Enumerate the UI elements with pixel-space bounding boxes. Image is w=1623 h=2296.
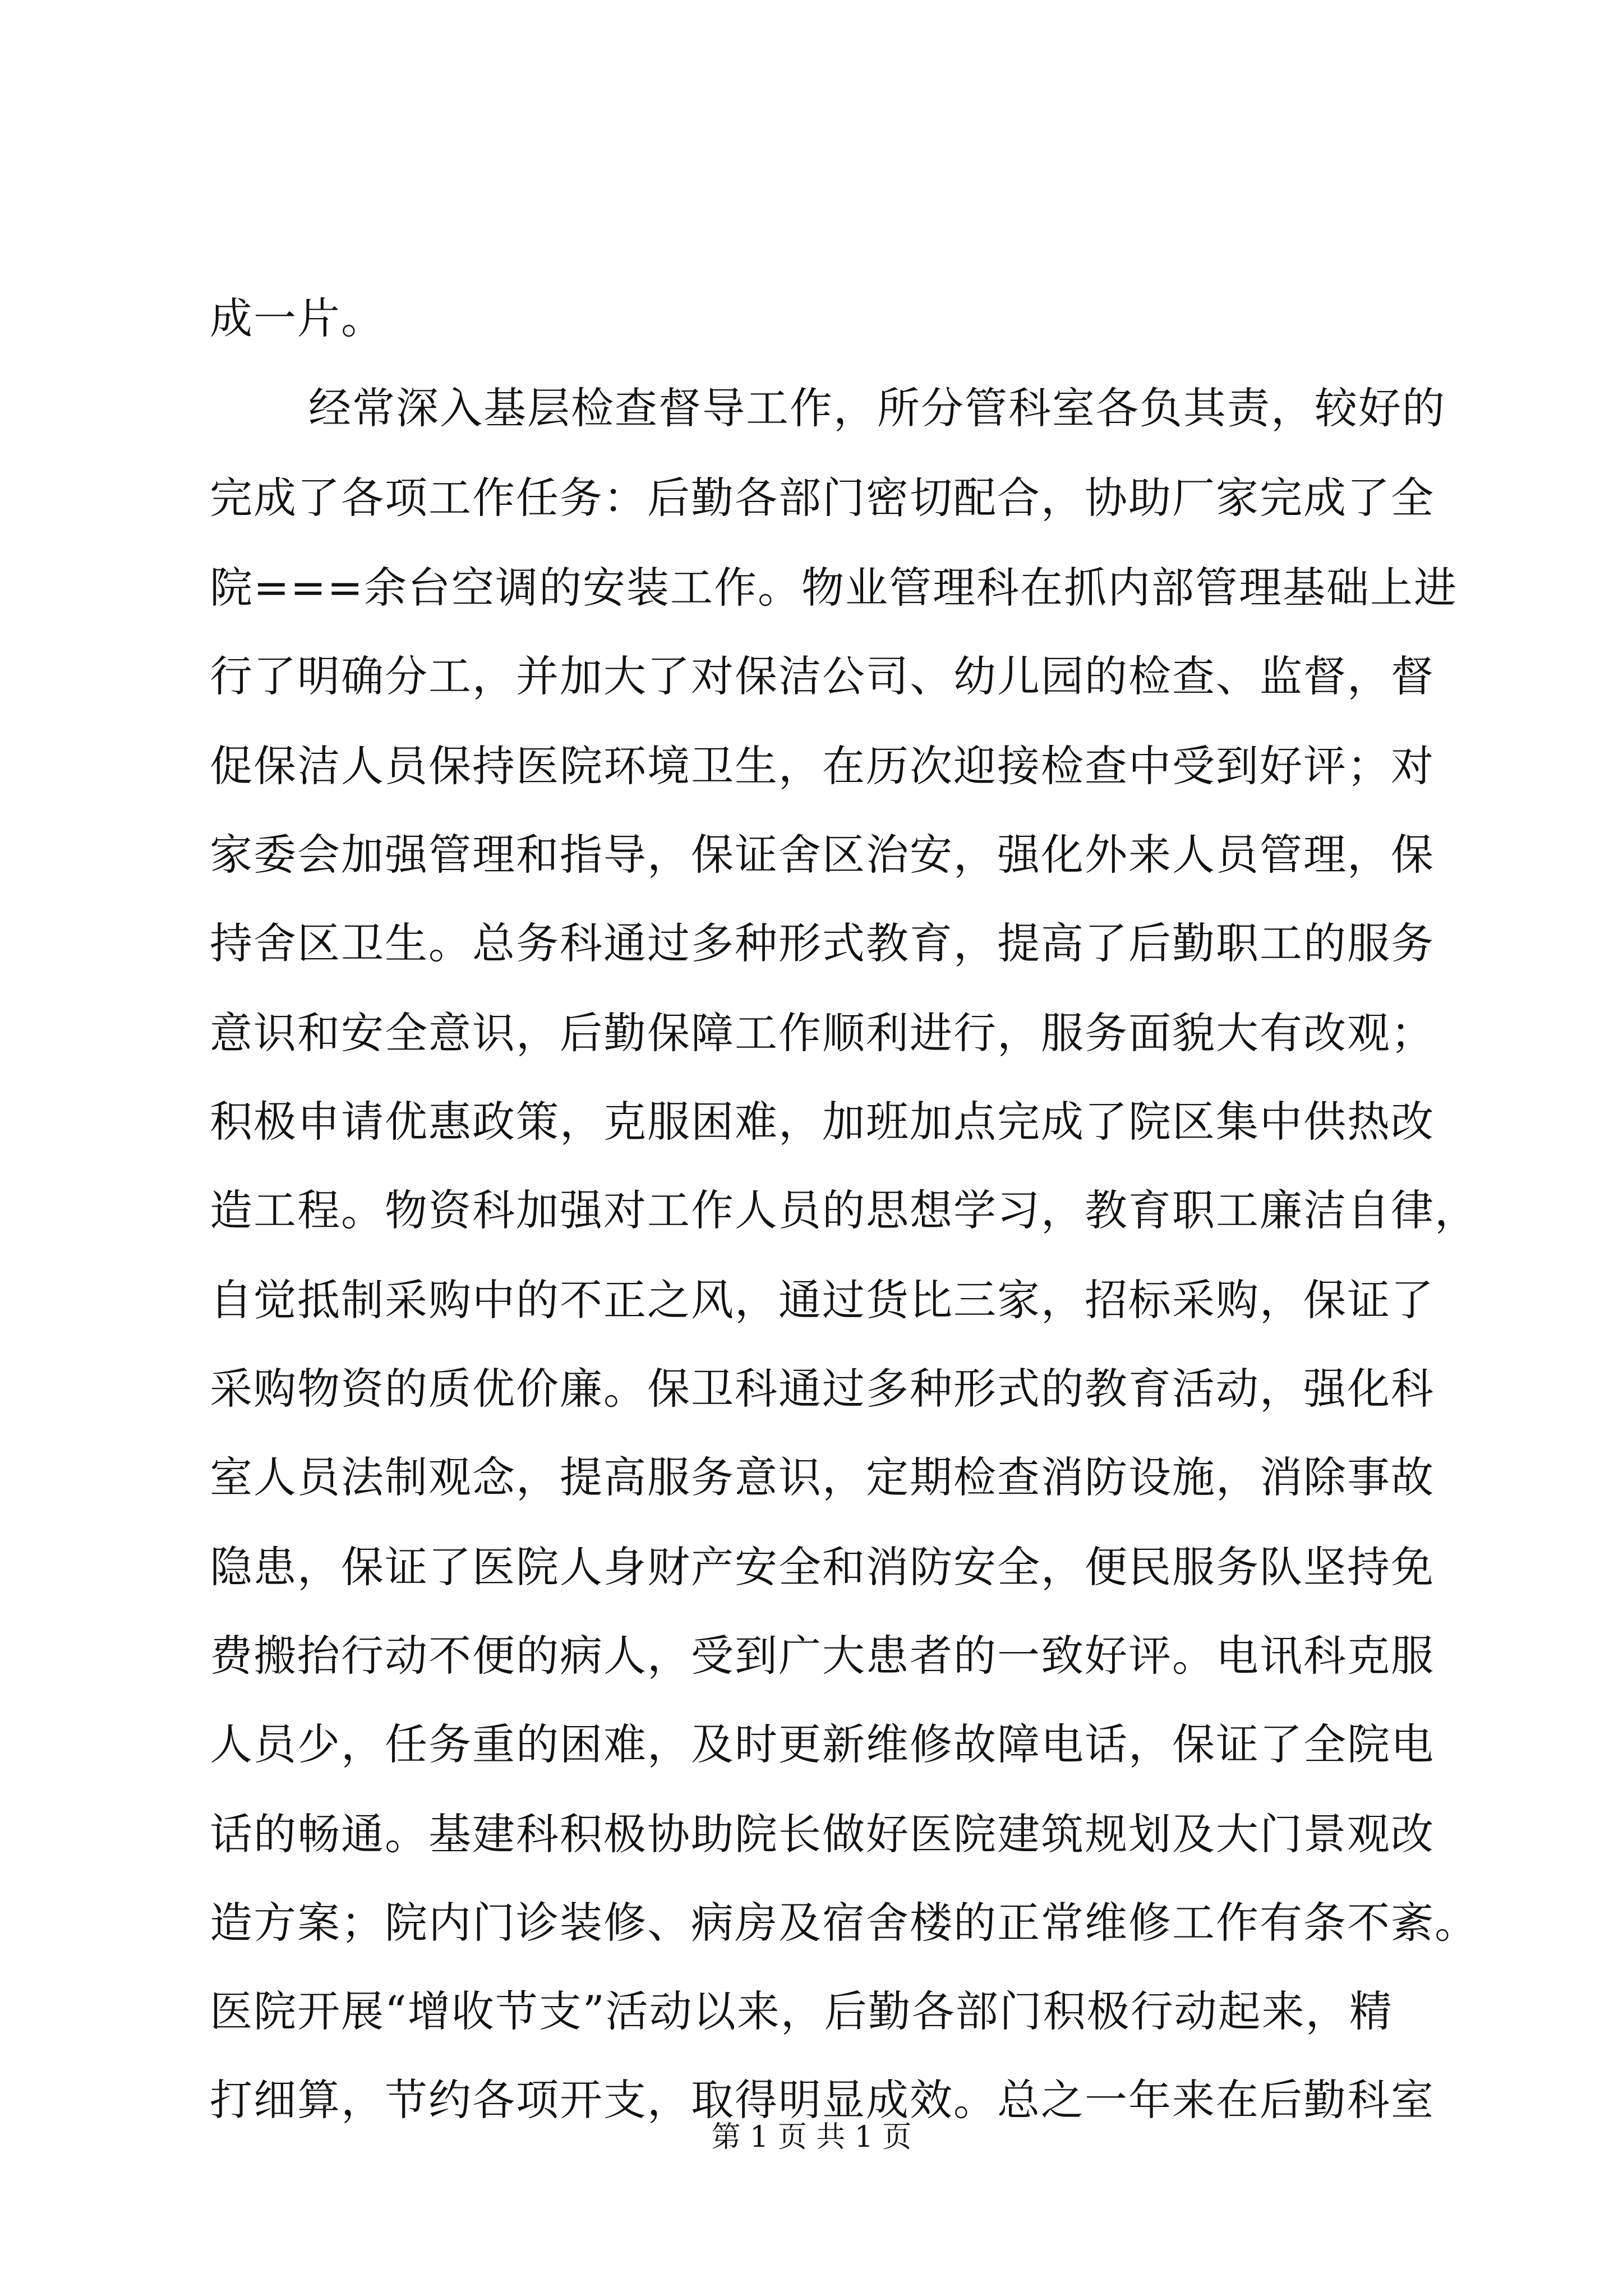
text-line: 家委会加强管理和指导，保证舍区治安，强化外来人员管理，保 (210, 830, 1435, 880)
text-line: 持舍区卫生。总务科通过多种形式教育，提高了后勤职工的服务 (210, 918, 1435, 968)
text-line: 行了明确分工，并加大了对保洁公司、幼儿园的检查、监督，督 (210, 651, 1435, 701)
text-line: 成一片。 (210, 293, 385, 343)
text-line: 隐患，保证了医院人身财产安全和消防安全，便民服务队坚持免 (210, 1542, 1435, 1592)
text-line: 室人员法制观念，提高服务意识，定期检查消防设施，消除事故 (210, 1452, 1435, 1502)
text-line: 积极申请优惠政策，克服困难，加班加点完成了院区集中供热改 (210, 1097, 1435, 1147)
text-line: 造方案；院内门诊装修、病房及宿舍楼的正常维修工作有条不紊。 (210, 1898, 1478, 1948)
text-line: 完成了各项工作任务：后勤各部门密切配合，协助厂家完成了全 (210, 473, 1435, 523)
text-line: 院===余台空调的安装工作。物业管理科在抓内部管理基础上进 (210, 563, 1458, 613)
text-line: 人员少，任务重的困难，及时更新维修故障电话，保证了全院电 (210, 1719, 1435, 1769)
text-line: 自觉抵制采购中的不正之风，通过货比三家，招标采购，保证了 (210, 1275, 1435, 1325)
text-line: 采购物资的质优价廉。保卫科通过多种形式的教育活动，强化科 (210, 1364, 1435, 1414)
text-line: 话的畅通。基建科积极协助院长做好医院建筑规划及大门景观改 (210, 1809, 1435, 1859)
text-line: 意识和安全意识，后勤保障工作顺利进行，服务面貌大有改观； (210, 1008, 1435, 1058)
text-line: 经常深入基层检查督导工作，所分管科室各负其责，较好的 (308, 383, 1446, 433)
text-line: 造工程。物资科加强对工作人员的思想学习，教育职工廉洁自律， (210, 1185, 1478, 1235)
text-line: 医院开展“增收节支”活动以来，后勤各部门积极行动起来，精 (210, 1986, 1393, 2036)
text-line: 促保洁人员保持医院环境卫生，在历次迎接检查中受到好评；对 (210, 741, 1435, 791)
text-line: 费搬抬行动不便的病人，受到广大患者的一致好评。电讯科克服 (210, 1631, 1435, 1681)
page-footer: 第 1 页 共 1 页 (711, 2120, 912, 2154)
text-line: 打细算，节约各项开支，取得明显成效。总之一年来在后勤科室 (210, 2075, 1435, 2125)
